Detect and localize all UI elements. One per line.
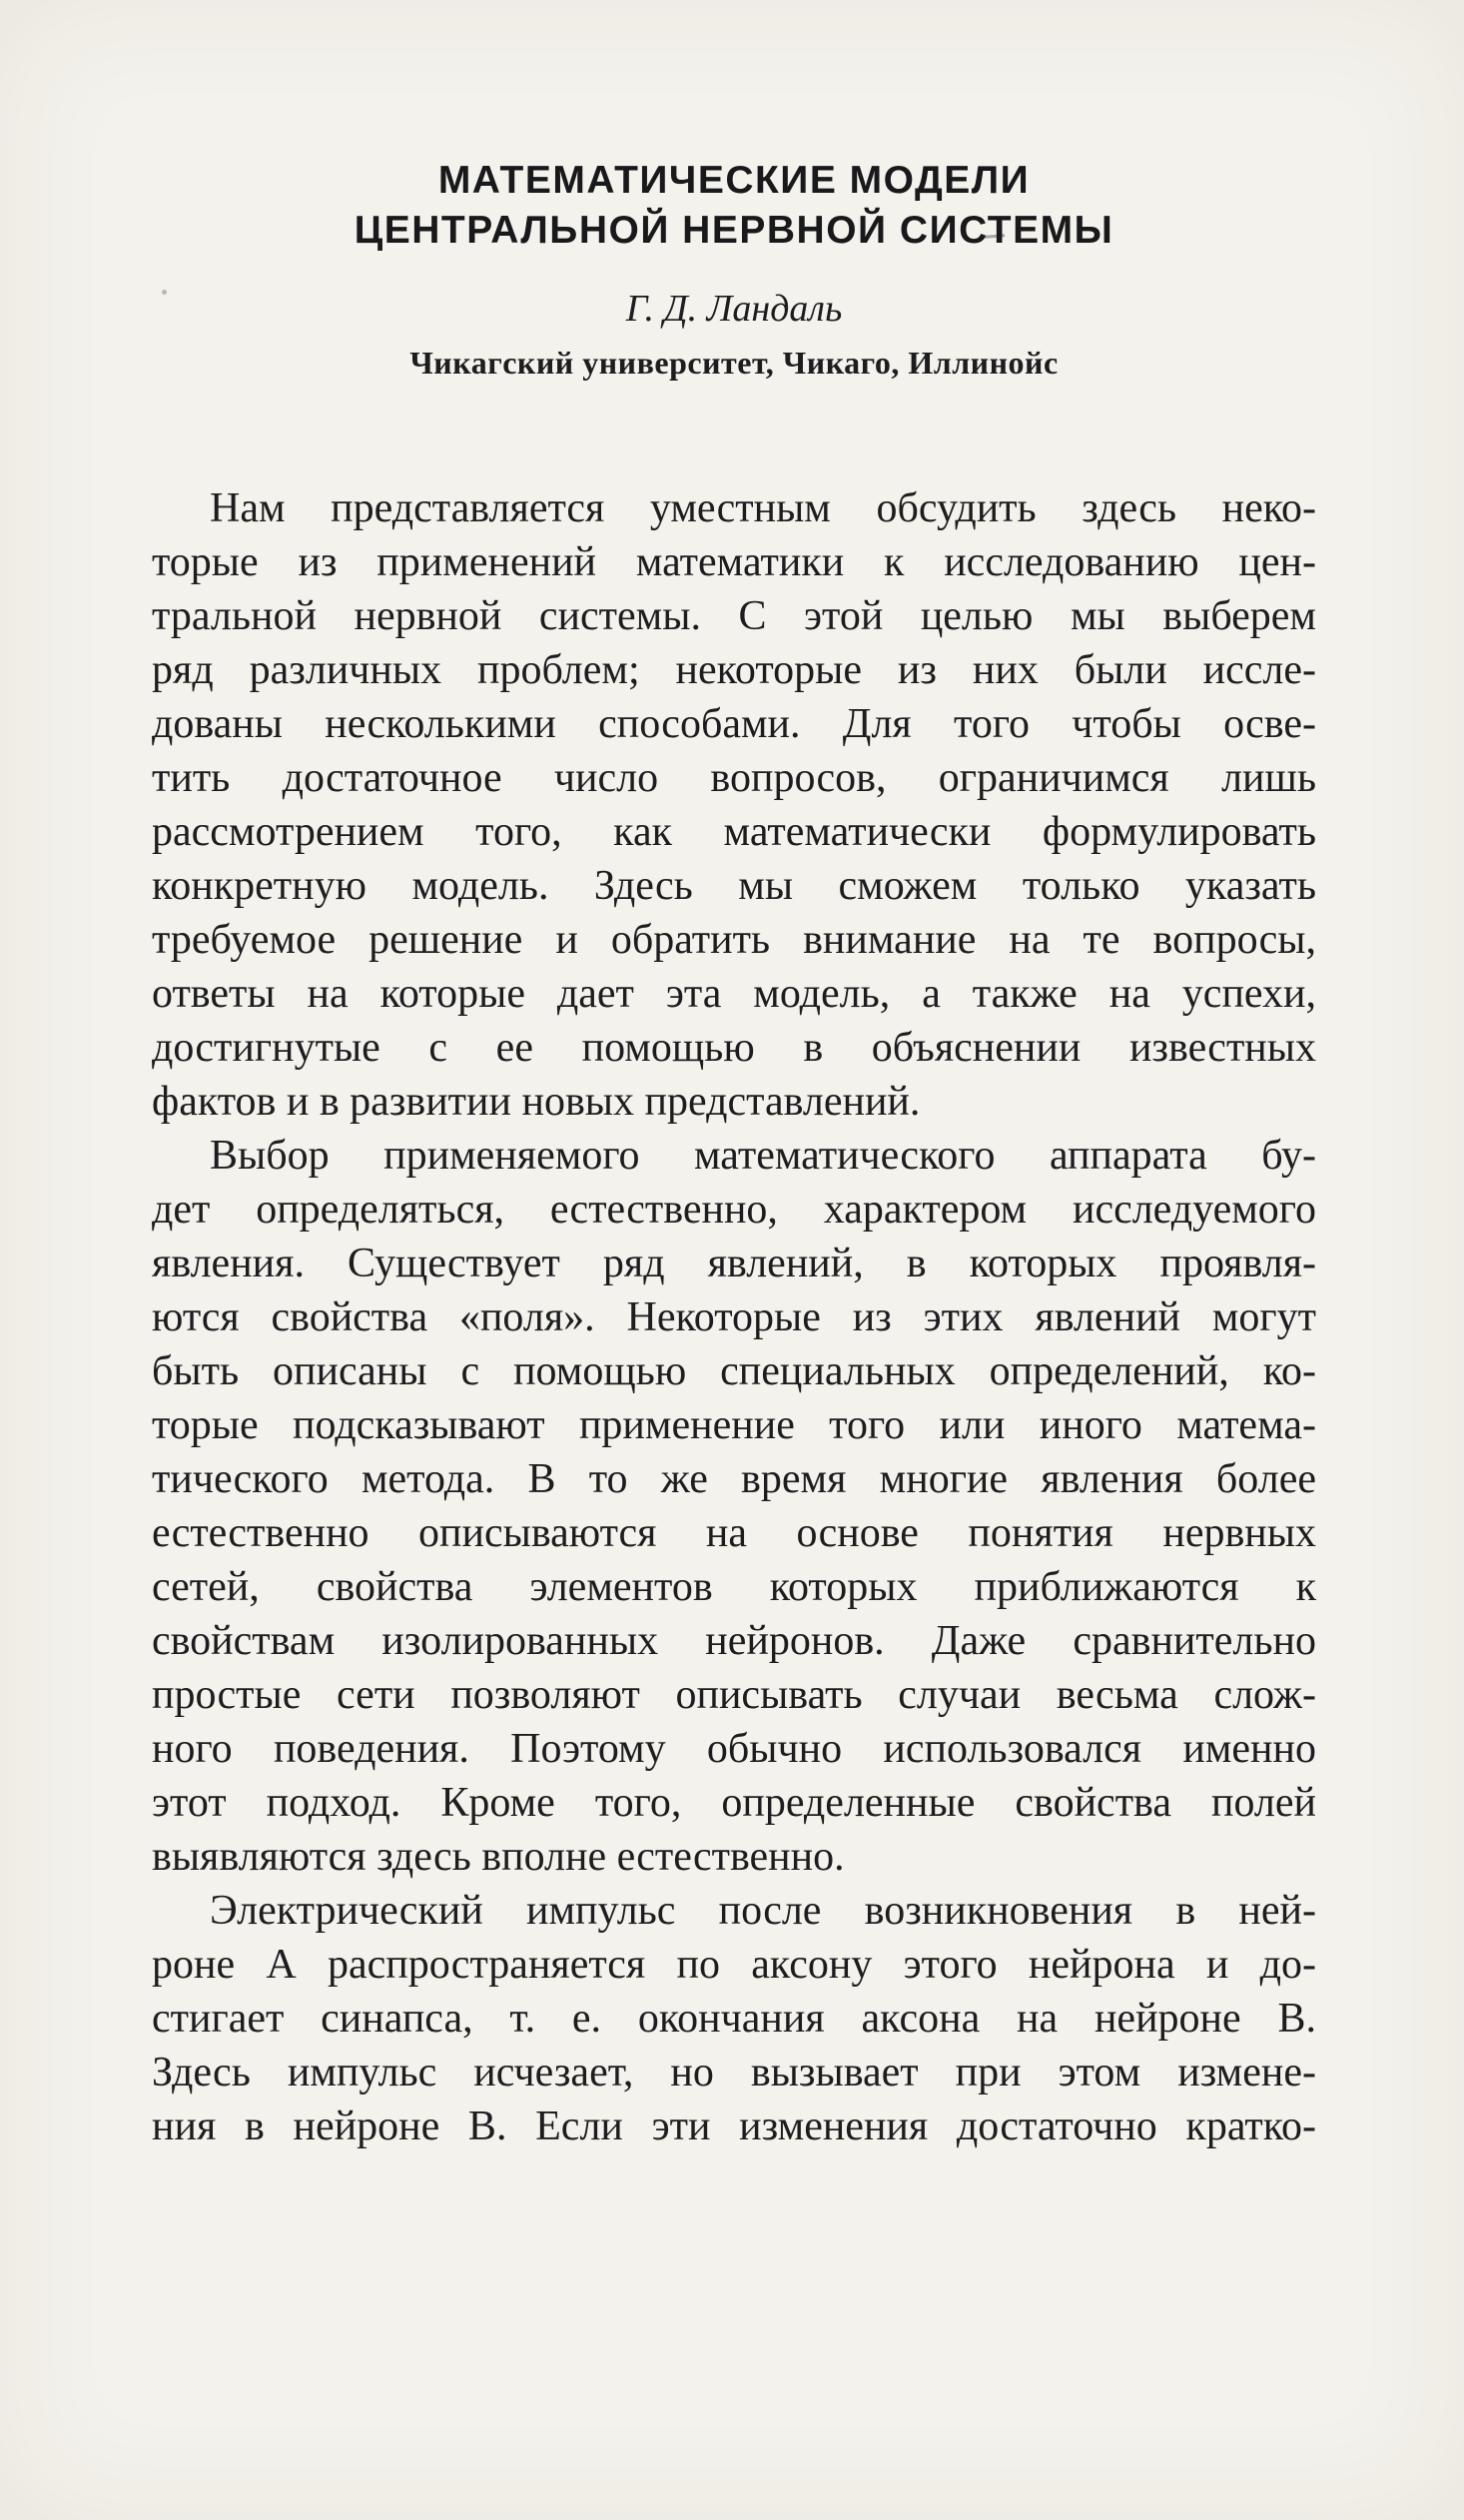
text-line: Здесь импульс исчезает, но вызывает при этом измене- <box>152 2050 1316 2096</box>
text-line: дет определяться, естественно, характером исследуемого <box>152 1187 1316 1233</box>
author-affiliation: Чикагский университет, Чикаго, Иллинойс <box>409 345 1059 381</box>
body-text <box>152 481 1316 2153</box>
text-line: Выбор применяемого математического аппарата бу- <box>210 1133 1316 1179</box>
text-line: ряд различных проблем; некоторые из них были иссле- <box>152 647 1316 693</box>
text-line: выявляются здесь вполне естественно. <box>152 1834 845 1880</box>
text-line: тического метода. В то же время многие явления более <box>152 1456 1316 1502</box>
text-line: дованы несколькими способами. Для того чтобы осве- <box>152 701 1316 747</box>
text-line: сетей, свойства элементов которых приближаются к <box>152 1564 1316 1610</box>
page-content <box>152 0 1316 2153</box>
paragraph-2 <box>152 1129 1316 1884</box>
text-line: требуемое решение и обратить внимание на те вопросы, <box>152 917 1316 963</box>
text-line: явления. Существует ряд явлений, в которых проявля- <box>152 1241 1316 1286</box>
text-line: естественно описываются на основе понятия нервных <box>152 1510 1316 1556</box>
page-title <box>152 156 1316 256</box>
page-title-line-2: ЦЕНТРАЛЬНОЙ НЕРВНОЙ СИСТЕМЫ <box>354 209 1114 252</box>
text-line: рассмотрением того, как математически формулировать <box>152 809 1316 855</box>
text-line: тральной нервной системы. С этой целью мы выберем <box>152 593 1316 639</box>
text-line: фактов и в развитии новых представлений. <box>152 1079 921 1125</box>
text-line: торые из применений математики к исследованию цен- <box>152 539 1316 585</box>
text-line: этот подход. Кроме того, определенные свойства полей <box>152 1780 1316 1826</box>
text-line: достигнутые с ее помощью в объяснении известных <box>152 1025 1316 1071</box>
text-line: ются свойства «поля». Некоторые из этих явлений могут <box>152 1294 1316 1340</box>
text-line: ответы на которые дает эта модель, а также на успехи, <box>152 971 1316 1017</box>
text-line: быть описаны с помощью специальных определений, ко- <box>152 1348 1316 1394</box>
text-line: Электрический импульс после возникновения в ней- <box>210 1888 1316 1934</box>
paragraph-1 <box>152 481 1316 1129</box>
paragraph-3 <box>152 1884 1316 2153</box>
text-line: простые сети позволяют описывать случаи весьма слож- <box>152 1672 1316 1718</box>
text-line: тить достаточное число вопросов, ограничимся лишь <box>152 755 1316 801</box>
text-line: стигает синапса, т. е. окончания аксона на нейроне В. <box>152 1996 1316 2042</box>
text-line: ного поведения. Поэтому обычно использовался именно <box>152 1726 1316 1772</box>
text-line: Нам представляется уместным обсудить здесь неко- <box>210 485 1316 531</box>
text-line: конкретную модель. Здесь мы сможем только указать <box>152 863 1316 909</box>
text-line: роне А распространяется по аксону этого нейрона и до- <box>152 1942 1316 1988</box>
text-line: ния в нейроне В. Если эти изменения достаточно кратко- <box>152 2103 1316 2149</box>
text-line: свойствам изолированных нейронов. Даже сравнительно <box>152 1618 1316 1664</box>
page-title-line-1: МАТЕМАТИЧЕСКИЕ МОДЕЛИ <box>437 159 1031 202</box>
author-name: Г. Д. Ландаль <box>625 288 843 330</box>
text-line: торые подсказывают применение того или иного матема- <box>152 1402 1316 1448</box>
